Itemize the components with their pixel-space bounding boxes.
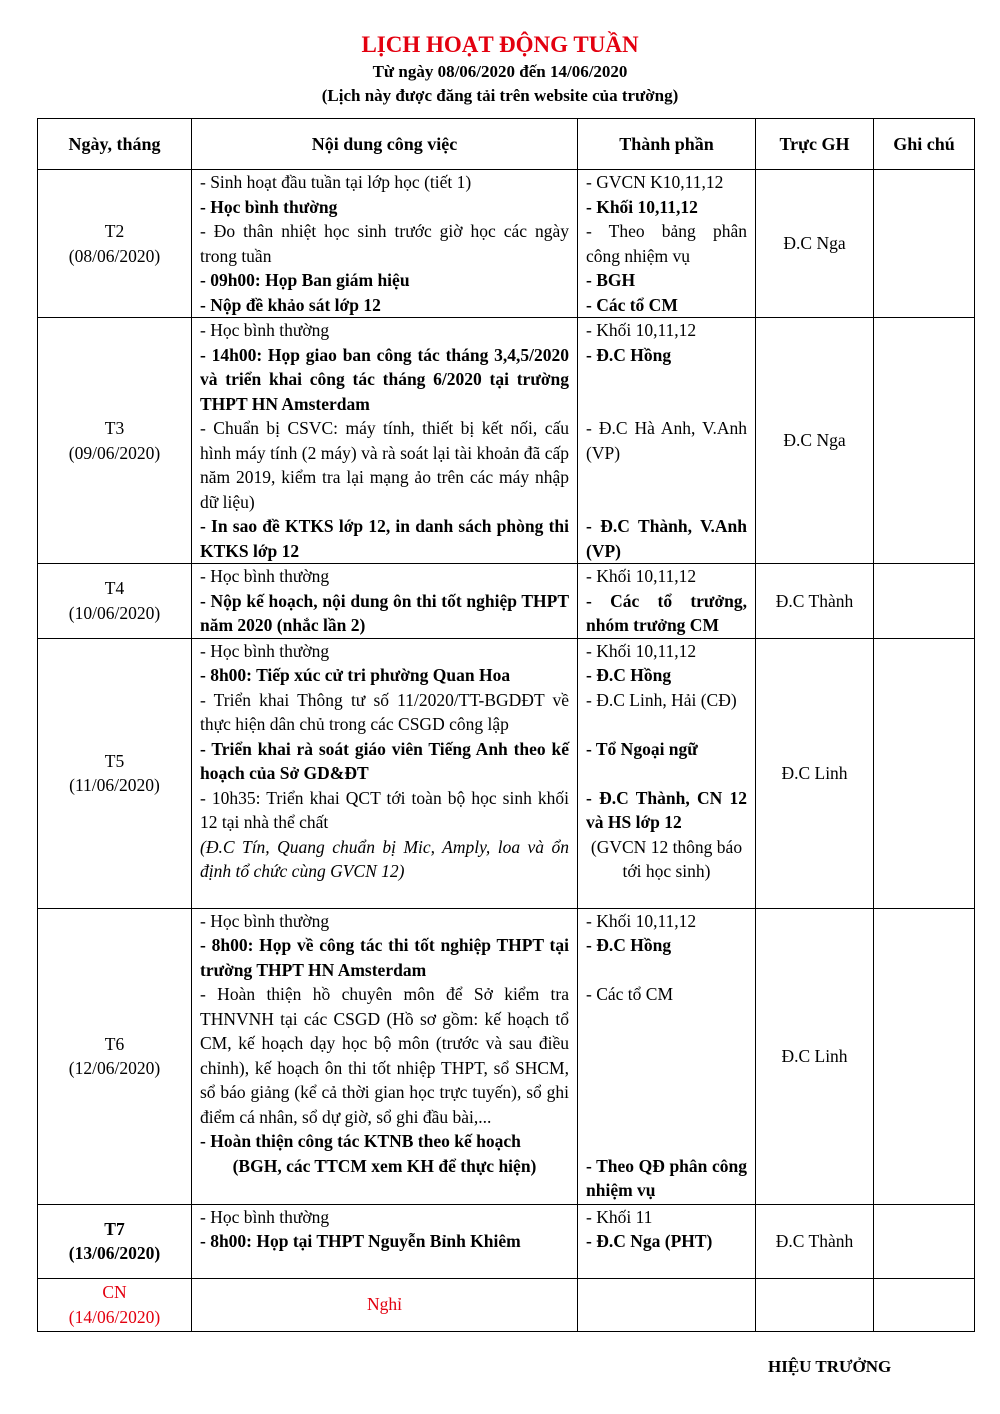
- participants-cell: [578, 908, 756, 1204]
- participant-item: - Khối 10,11,12: [586, 320, 697, 340]
- notes-cell: [874, 1204, 975, 1278]
- col-header-date: Ngày, tháng: [38, 119, 192, 170]
- content-item: - Hoàn thiện công tác KTNB theo kế hoạch: [200, 1131, 521, 1151]
- day-cell: [38, 318, 192, 564]
- day-date: (08/06/2020): [68, 245, 161, 266]
- notes-cell: [874, 318, 975, 564]
- document-header: [0, 30, 1000, 108]
- day-label: T2: [104, 221, 125, 241]
- table-row: [38, 908, 975, 1204]
- content-item: - 8h00: Họp tại THPT Nguyễn Bỉnh Khiêm: [200, 1231, 521, 1251]
- weekly-schedule-table: [37, 118, 975, 1332]
- participant-item: - Đ.C Hồng: [586, 935, 672, 955]
- participant-item: - Khối 11: [586, 1206, 653, 1227]
- participants-cell: [578, 564, 756, 639]
- page-title: LỊCH HOẠT ĐỘNG TUẦN: [361, 32, 639, 57]
- day-label: CN: [102, 1282, 127, 1302]
- col-header-notes: Ghi chú: [874, 119, 975, 170]
- day-cell: [38, 908, 192, 1204]
- content-cell: [192, 638, 578, 908]
- duty-cell: Đ.C Thành: [756, 1204, 874, 1278]
- table-row: [38, 1204, 975, 1278]
- content-cell: [192, 318, 578, 564]
- table-row: [38, 564, 975, 639]
- content-item: - 8h00: Họp về công tác thi tốt nghiệp THPT tại trường THPT HN Amsterdam: [200, 935, 569, 980]
- notes-cell: [874, 170, 975, 318]
- participant-item: - Đ.C Thành, CN 12 và HS lớp 12: [586, 787, 747, 832]
- participant-item: - Khối 10,11,12: [586, 566, 697, 586]
- content-item: - 09h00: Họp Ban giám hiệu: [200, 270, 410, 290]
- participant-item: - GVCN K10,11,12: [586, 172, 724, 192]
- day-date: (09/06/2020): [68, 442, 161, 463]
- content-item: Nghỉ: [367, 1294, 402, 1315]
- day-date: (11/06/2020): [69, 775, 160, 795]
- participants-cell: [578, 1278, 756, 1331]
- content-item: - In sao đề KTKS lớp 12, in danh sách phòng thi KTKS lớp 12: [200, 516, 569, 561]
- day-cell: [38, 1278, 192, 1331]
- content-cell: [192, 908, 578, 1204]
- notes-cell: [874, 564, 975, 639]
- participants-cell: [578, 638, 756, 908]
- duty-cell: Đ.C Nga: [756, 170, 874, 318]
- participants-cell: [578, 1204, 756, 1278]
- table-row: [38, 638, 975, 908]
- content-cell: [192, 170, 578, 318]
- content-cell: [192, 1204, 578, 1278]
- notes-cell: [874, 638, 975, 908]
- content-item: - Triển khai Thông tư số 11/2020/TT-BGDĐT về thực hiện dân chủ trong các CSGD công lập: [200, 689, 569, 734]
- participant-item: - Đ.C Linh, Hải (CĐ): [586, 689, 737, 710]
- participant-item: - Các tổ trưởng, nhóm trưởng CM: [586, 590, 747, 635]
- notes-cell: [874, 1278, 975, 1331]
- table-header-row: [38, 119, 975, 170]
- content-item: - Học bình thường: [200, 196, 338, 217]
- day-label: T4: [104, 578, 125, 599]
- participant-item: - Khối 10,11,12: [586, 196, 698, 217]
- content-item: - Triển khai rà soát giáo viên Tiếng Anh theo kế hoạch của Sở GD&ĐT: [200, 738, 569, 783]
- duty-cell: Đ.C Thành: [756, 564, 874, 639]
- content-item: - 8h00: Tiếp xúc cử tri phường Quan Hoa: [200, 665, 511, 685]
- participant-item: - Theo bảng phân công nhiệm vụ: [586, 221, 747, 266]
- content-item: (Đ.C Tín, Quang chuẩn bị Mic, Amply, loa và ổn định tổ chức cùng GVCN 12): [200, 836, 569, 881]
- participant-item: - Đ.C Hồng: [586, 344, 672, 365]
- day-date: (14/06/2020): [68, 1306, 161, 1327]
- participants-cell: [578, 318, 756, 564]
- content-cell: [192, 1278, 578, 1331]
- table-row: [38, 318, 975, 564]
- publish-note: (Lịch này được đăng tải trên website của trường): [321, 86, 679, 105]
- participant-item: - Các tổ CM: [586, 294, 678, 315]
- content-cell: [192, 564, 578, 639]
- day-label: T7: [104, 1218, 125, 1239]
- signature-label: HIỆU TRƯỞNG: [768, 1357, 892, 1376]
- date-range: Từ ngày 08/06/2020 đến 14/06/2020: [372, 62, 628, 81]
- col-header-content: Nội dung công việc: [192, 119, 578, 170]
- participant-item: - Khối 10,11,12: [586, 910, 697, 931]
- day-cell: [38, 170, 192, 318]
- participant-item: - Theo QĐ phân công nhiệm vụ: [586, 1155, 747, 1200]
- duty-cell: Đ.C Nga: [756, 318, 874, 564]
- participants-cell: [578, 170, 756, 318]
- notes-cell: [874, 908, 975, 1204]
- day-cell: [38, 564, 192, 639]
- table-row: [38, 170, 975, 318]
- duty-cell: [756, 1278, 874, 1331]
- content-item: - Chuẩn bị CSVC: máy tính, thiết bị kết nối, cấu hình máy tính (2 máy) và rà soát lại tài khoản đã cấp năm 2019, kiểm tra lại mạng ảo trên các máy nhập dữ liệu): [200, 418, 569, 512]
- participant-item: - Đ.C Hồng: [586, 665, 672, 685]
- content-item: - Sinh hoạt đầu tuần tại lớp học (tiết 1): [200, 172, 472, 192]
- content-item: - 10h35: Triển khai QCT tới toàn bộ học sinh khối 12 tại nhà thể chất: [200, 787, 569, 832]
- content-item: - Đo thân nhiệt học sinh trước giờ học các ngày trong tuần: [200, 221, 569, 266]
- participant-item: - BGH: [586, 270, 636, 290]
- content-item: - Học bình thường: [200, 910, 330, 931]
- col-header-participants: Thành phần: [578, 119, 756, 170]
- duty-cell: Đ.C Linh: [756, 638, 874, 908]
- day-label: T6: [104, 1033, 125, 1054]
- participant-item: - Đ.C Hà Anh, V.Anh (VP): [586, 418, 747, 463]
- table-row: [38, 1278, 975, 1331]
- participant-item: - Đ.C Thành, V.Anh (VP): [586, 516, 747, 561]
- content-item: (BGH, các TTCM xem KH để thực hiện): [232, 1155, 537, 1176]
- participant-item: - Tổ Ngoại ngữ: [586, 738, 698, 759]
- content-item: - Học bình thường: [200, 1206, 330, 1227]
- participant-item: - Các tổ CM: [586, 984, 674, 1004]
- day-date: (12/06/2020): [68, 1058, 161, 1078]
- day-label: T3: [104, 418, 125, 438]
- duty-cell: Đ.C Linh: [756, 908, 874, 1204]
- content-item: - Học bình thường: [200, 320, 330, 340]
- day-date: (10/06/2020): [68, 602, 161, 623]
- content-item: - Hoàn thiện hồ chuyên môn để Sở kiểm tra THNVNH tại các CSGD (Hồ sơ gồm: kế hoạch tổ CM, kế hoạch dạy học bộ môn (trước và sau điều chỉnh), kế hoạch ôn thi tốt nhiệp THPT, sổ SHCM, sổ báo giảng (kể cả thời gian học trực tuyến), sổ ghi điểm cá nhân, sổ dự giờ, sổ ghi đầu bài,...: [200, 984, 569, 1127]
- participant-item: (GVCN 12 thông báo tới học sinh): [590, 836, 743, 881]
- col-header-duty: Trực GH: [756, 119, 874, 170]
- day-date: (13/06/2020): [68, 1243, 161, 1263]
- content-item: - Nộp đề khảo sát lớp 12: [200, 294, 381, 315]
- content-item: - Học bình thường: [200, 640, 330, 661]
- day-label: T5: [104, 750, 125, 771]
- content-item: - Học bình thường: [200, 566, 330, 586]
- participant-item: - Đ.C Nga (PHT): [586, 1231, 713, 1251]
- participant-item: - Khối 10,11,12: [586, 640, 697, 661]
- day-cell: [38, 638, 192, 908]
- content-item: - 14h00: Họp giao ban công tác tháng 3,4,5/2020 và triển khai công tác tháng 6/2020 tại trường THPT HN Amsterdam: [200, 344, 569, 414]
- content-item: - Nộp kế hoạch, nội dung ôn thi tốt nghiệp THPT năm 2020 (nhắc lần 2): [200, 590, 569, 635]
- day-cell: [38, 1204, 192, 1278]
